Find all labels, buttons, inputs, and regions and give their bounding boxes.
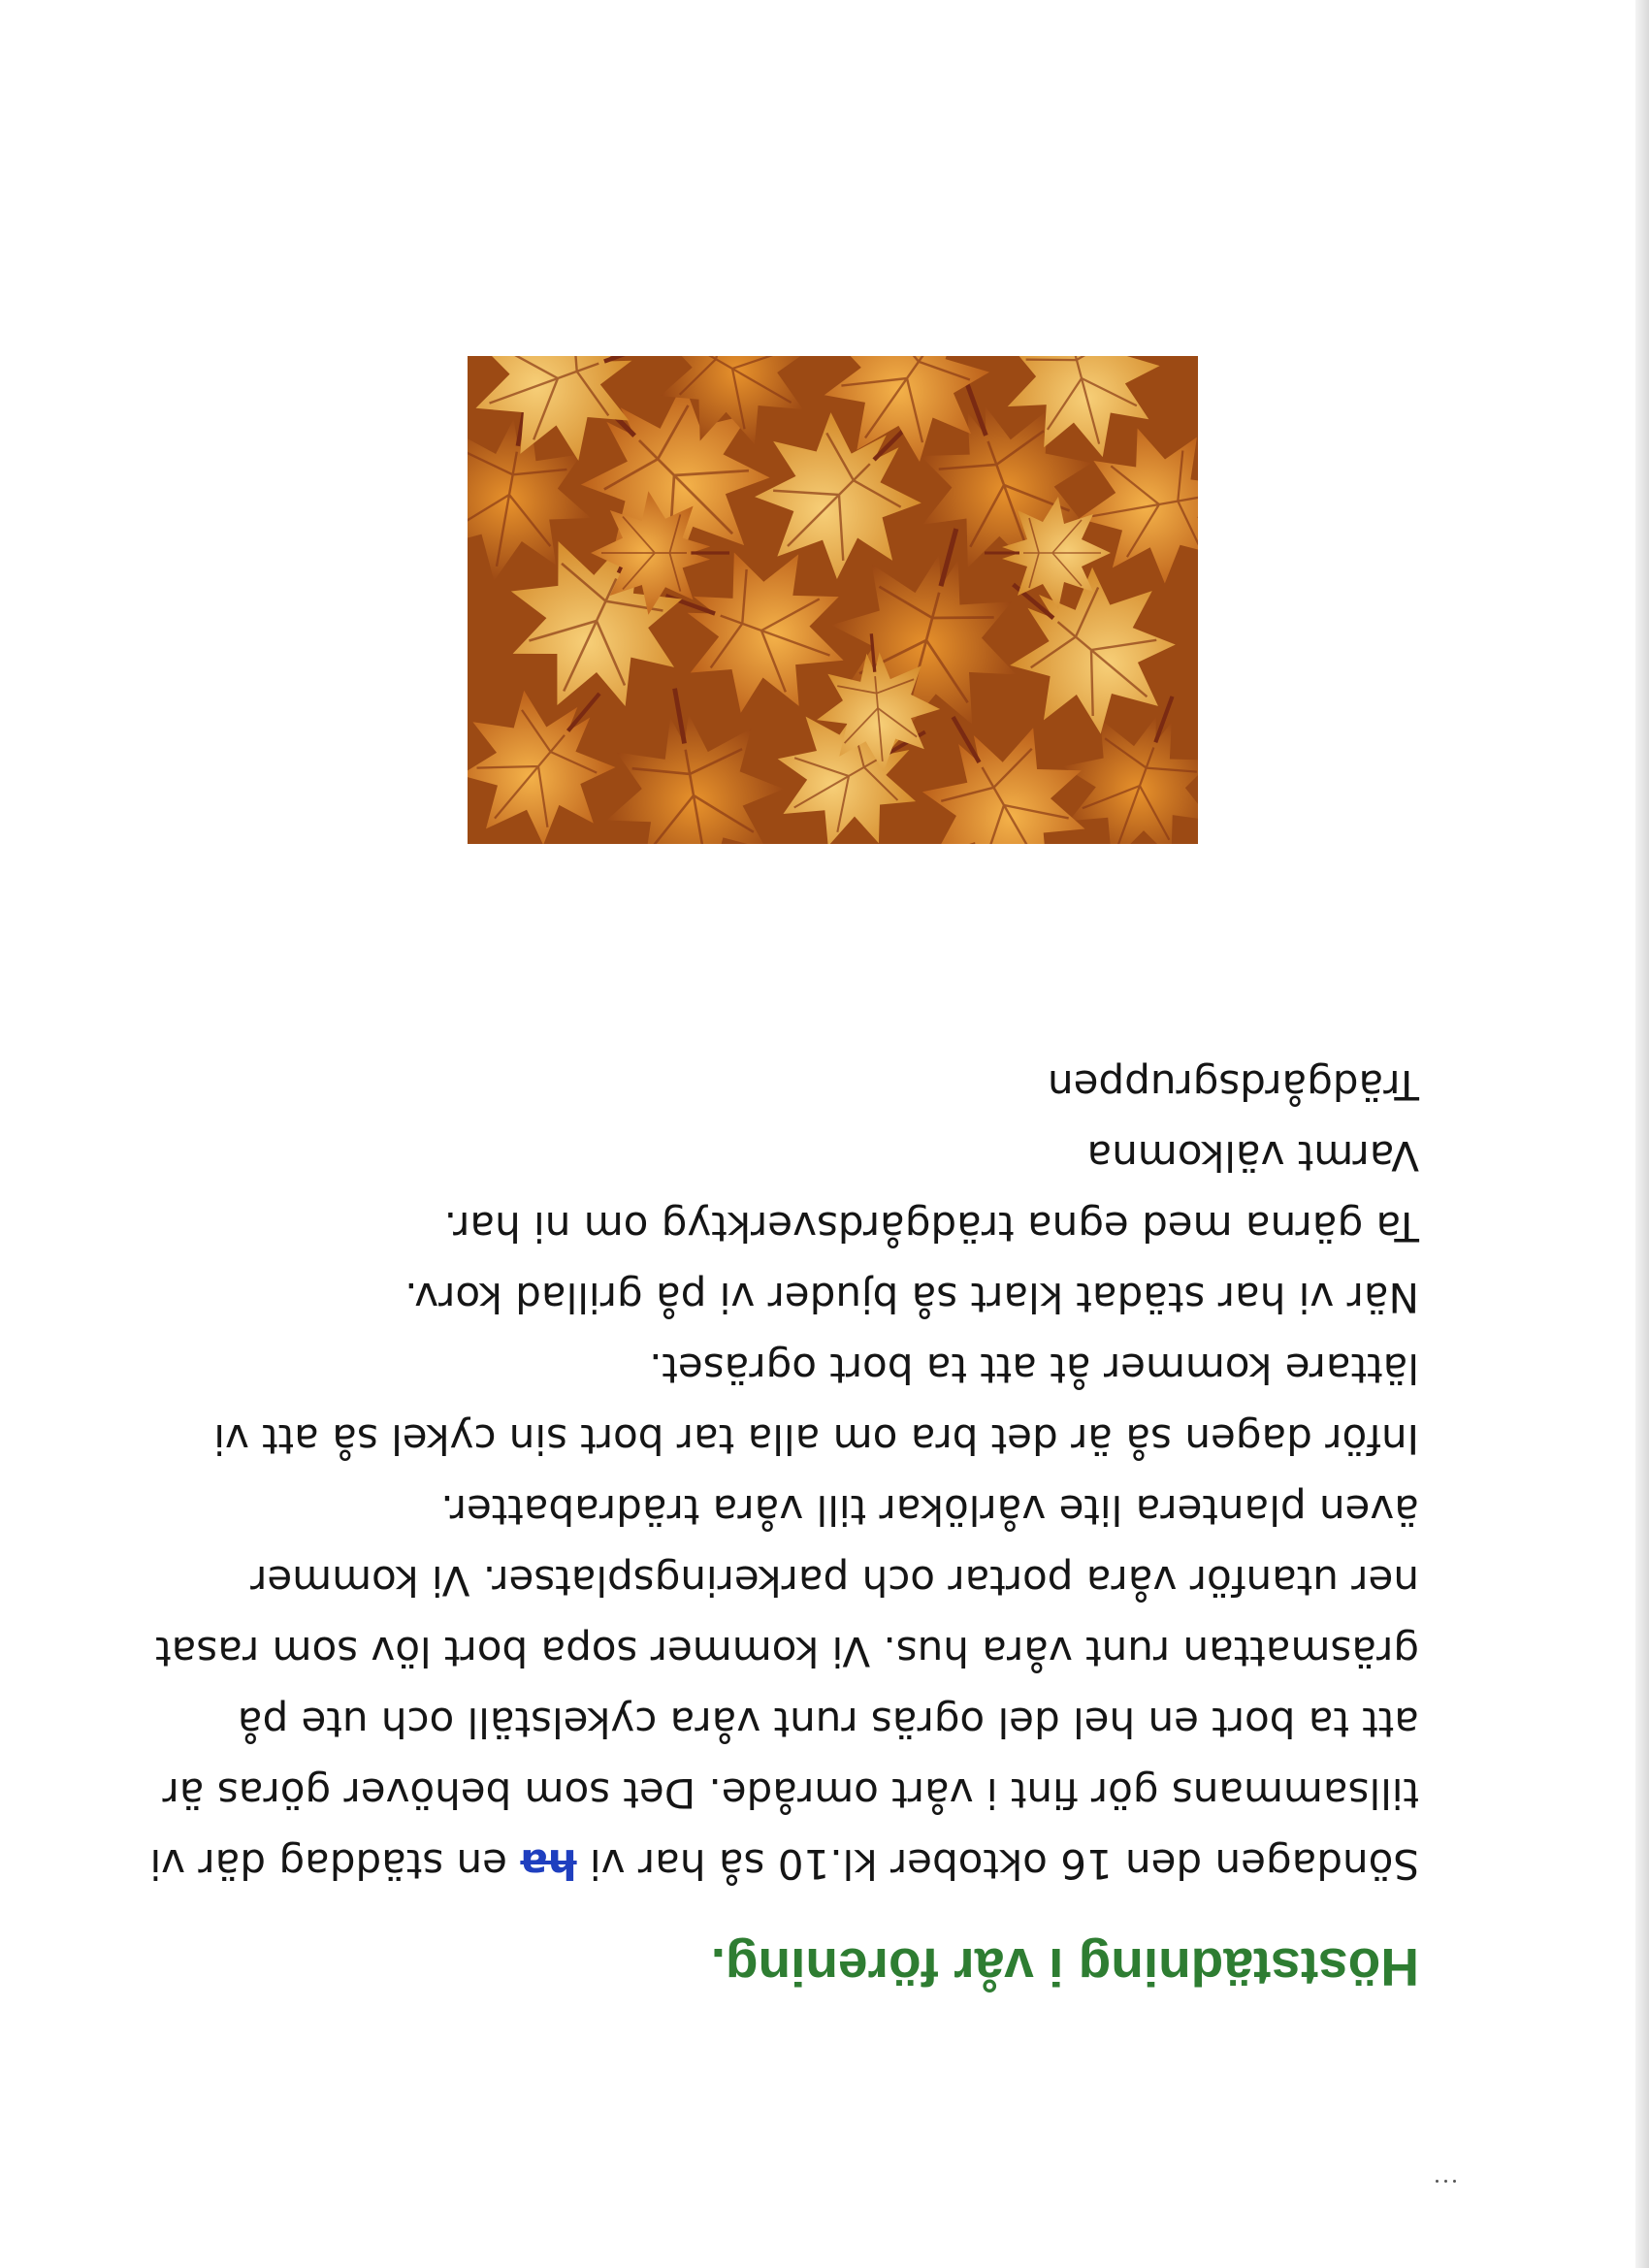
leaves-illustration bbox=[468, 356, 1198, 844]
flyer-body bbox=[139, 1050, 1419, 1899]
welcome-line: Varmt välkomna bbox=[1086, 1132, 1419, 1180]
intro-text-start: Söndagen den 16 oktober kl.10 så har vi bbox=[576, 1840, 1419, 1888]
flyer-title: Höststädning i vår förening. bbox=[710, 1937, 1419, 1997]
tools-paragraph: Ta gärna med egna trädgårdsverktyg om ni har. bbox=[443, 1203, 1419, 1250]
signature-line: Trädgårdsgruppen bbox=[1048, 1061, 1419, 1109]
intro-text-end: en städdag där vi tillsammans gör fint i vårt område. Det som behöver göras är att ta bort en hel del ogräs runt våra cykelställ och ute på gräsmattan runt våra hus. Vi kommer sopa bort löv som rasat ner utanför våra portar och parkeringsplatser. Vi kommer även plantera lite vårlökar till våra trädrabatter. bbox=[149, 1486, 1419, 1888]
handwritten-strikethrough: ha bbox=[520, 1840, 577, 1888]
intro-paragraph bbox=[139, 1474, 1419, 1899]
sausage-paragraph: När vi har städat klart så bjuder vi på grillad korv. bbox=[404, 1274, 1419, 1321]
autumn-leaves-photo bbox=[468, 356, 1198, 844]
bikes-paragraph: Inför dagen så är det bra om alla tar bort sin cykel så att vi lättare kommer åt att ta bort ogräset. bbox=[213, 1345, 1419, 1463]
